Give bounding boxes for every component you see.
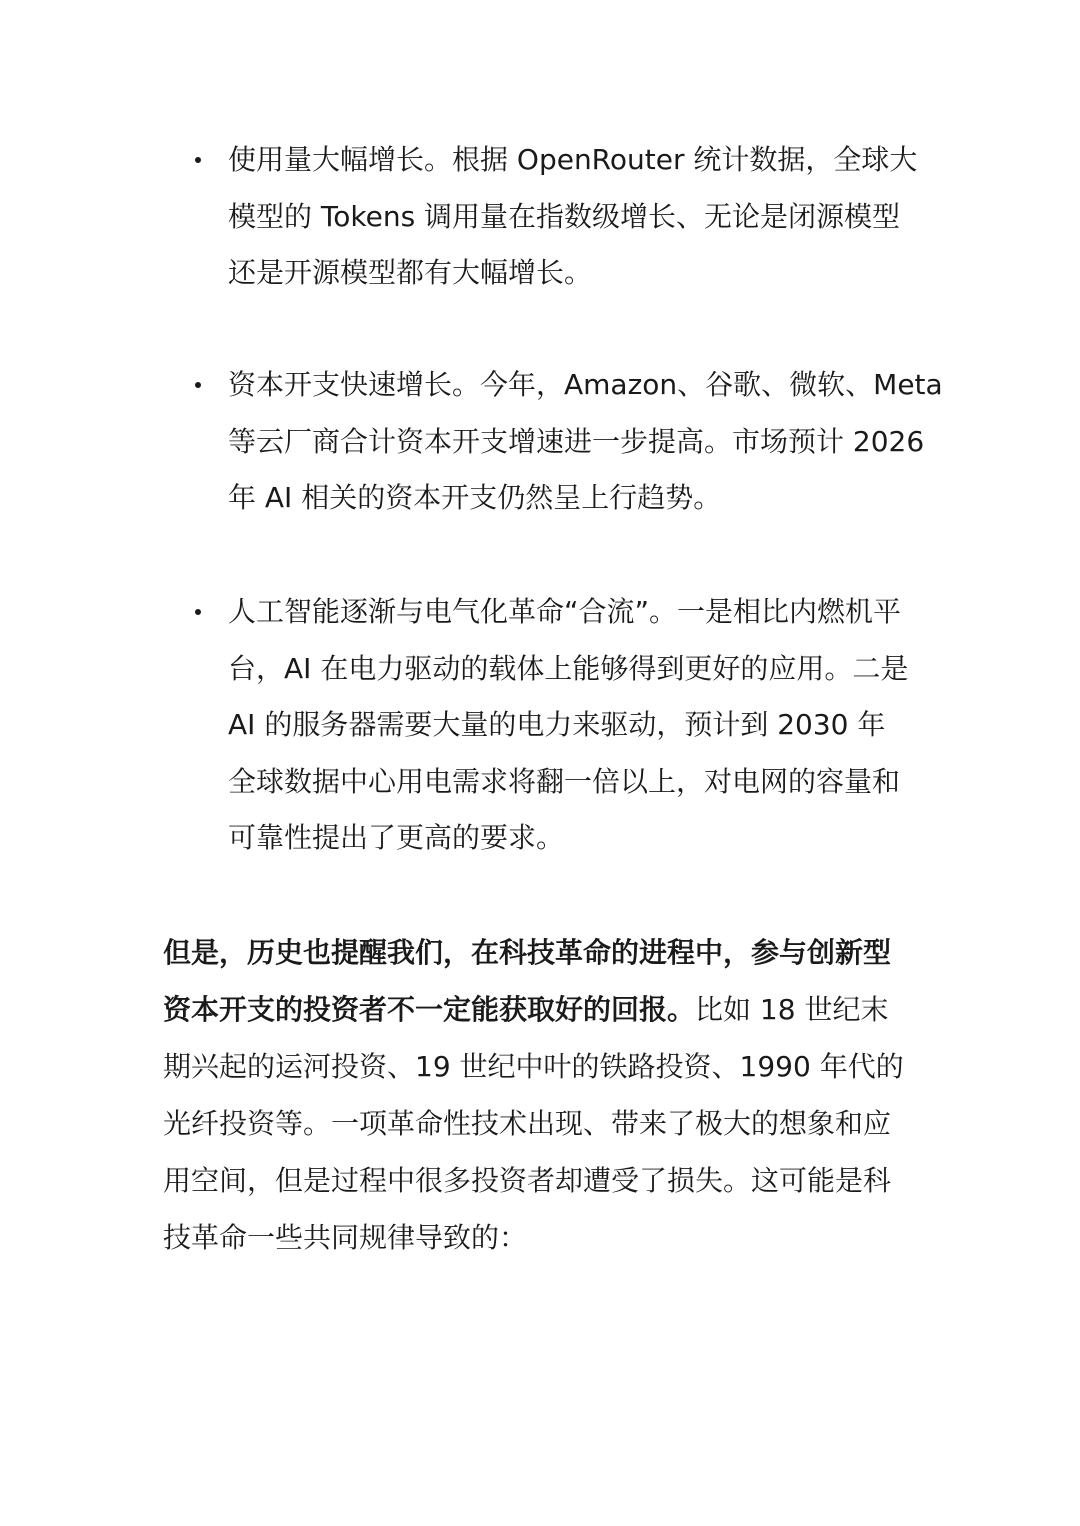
text-line: 期兴起的运河投资、19 世纪中叶的铁路投资、1990 年代的 <box>163 1050 904 1083</box>
text-line: 等云厂商合计资本开支增速进一步提高。市场预计 2026 <box>228 424 925 458</box>
text-line: 台，AI 在电力驱动的载体上能够得到更好的应用。二是 <box>228 651 909 685</box>
text-line: 光纤投资等。一项革命性技术出现、带来了极大的想象和应 <box>163 1107 892 1140</box>
text-line: 还是开源模型都有大幅增长。 <box>228 256 593 289</box>
text-line: 使用量大幅增长。根据 OpenRouter 统计数据，全球大 <box>228 143 918 176</box>
text-line: 模型的 Tokens 调用量在指数级增长、无论是闭源模型 <box>228 199 901 233</box>
text-line: 资本开支快速增长。今年，Amazon、谷歌、微软、Meta <box>228 368 943 401</box>
text-line: AI 的服务器需要大量的电力来驱动，预计到 2030 年 <box>228 708 886 741</box>
bullet-text <box>228 584 918 867</box>
text-line: 全球数据中心用电需求将翻一倍以上，对电网的容量和 <box>228 764 901 798</box>
text-line: 人工智能逐渐与电气化革命“合流”。一是相比内燃机平 <box>228 595 902 628</box>
text-bold-segment: 资本开支的投资者不一定能获取好的回报。 <box>163 993 696 1026</box>
bullet-dot-icon <box>195 609 201 615</box>
text-line: 技革命一些共同规律导致的： <box>163 1221 528 1254</box>
text-line: 用空间，但是过程中很多投资者却遭受了损失。这可能是科 <box>163 1164 892 1197</box>
text-line <box>163 981 918 1038</box>
history-paragraph <box>163 924 918 1266</box>
bullet-text <box>228 132 918 302</box>
bullet-dot-icon <box>195 157 201 163</box>
text-segment: 比如 18 世纪末 <box>695 993 889 1026</box>
bullet-dot-icon <box>195 382 201 388</box>
text-line: 可靠性提出了更高的要求。 <box>228 821 565 854</box>
text-line-bold: 但是，历史也提醒我们，在科技革命的进程中，参与创新型 <box>163 936 892 969</box>
text-line: 年 AI 相关的资本开支仍然呈上行趋势。 <box>228 481 722 514</box>
bullet-text <box>228 357 943 527</box>
